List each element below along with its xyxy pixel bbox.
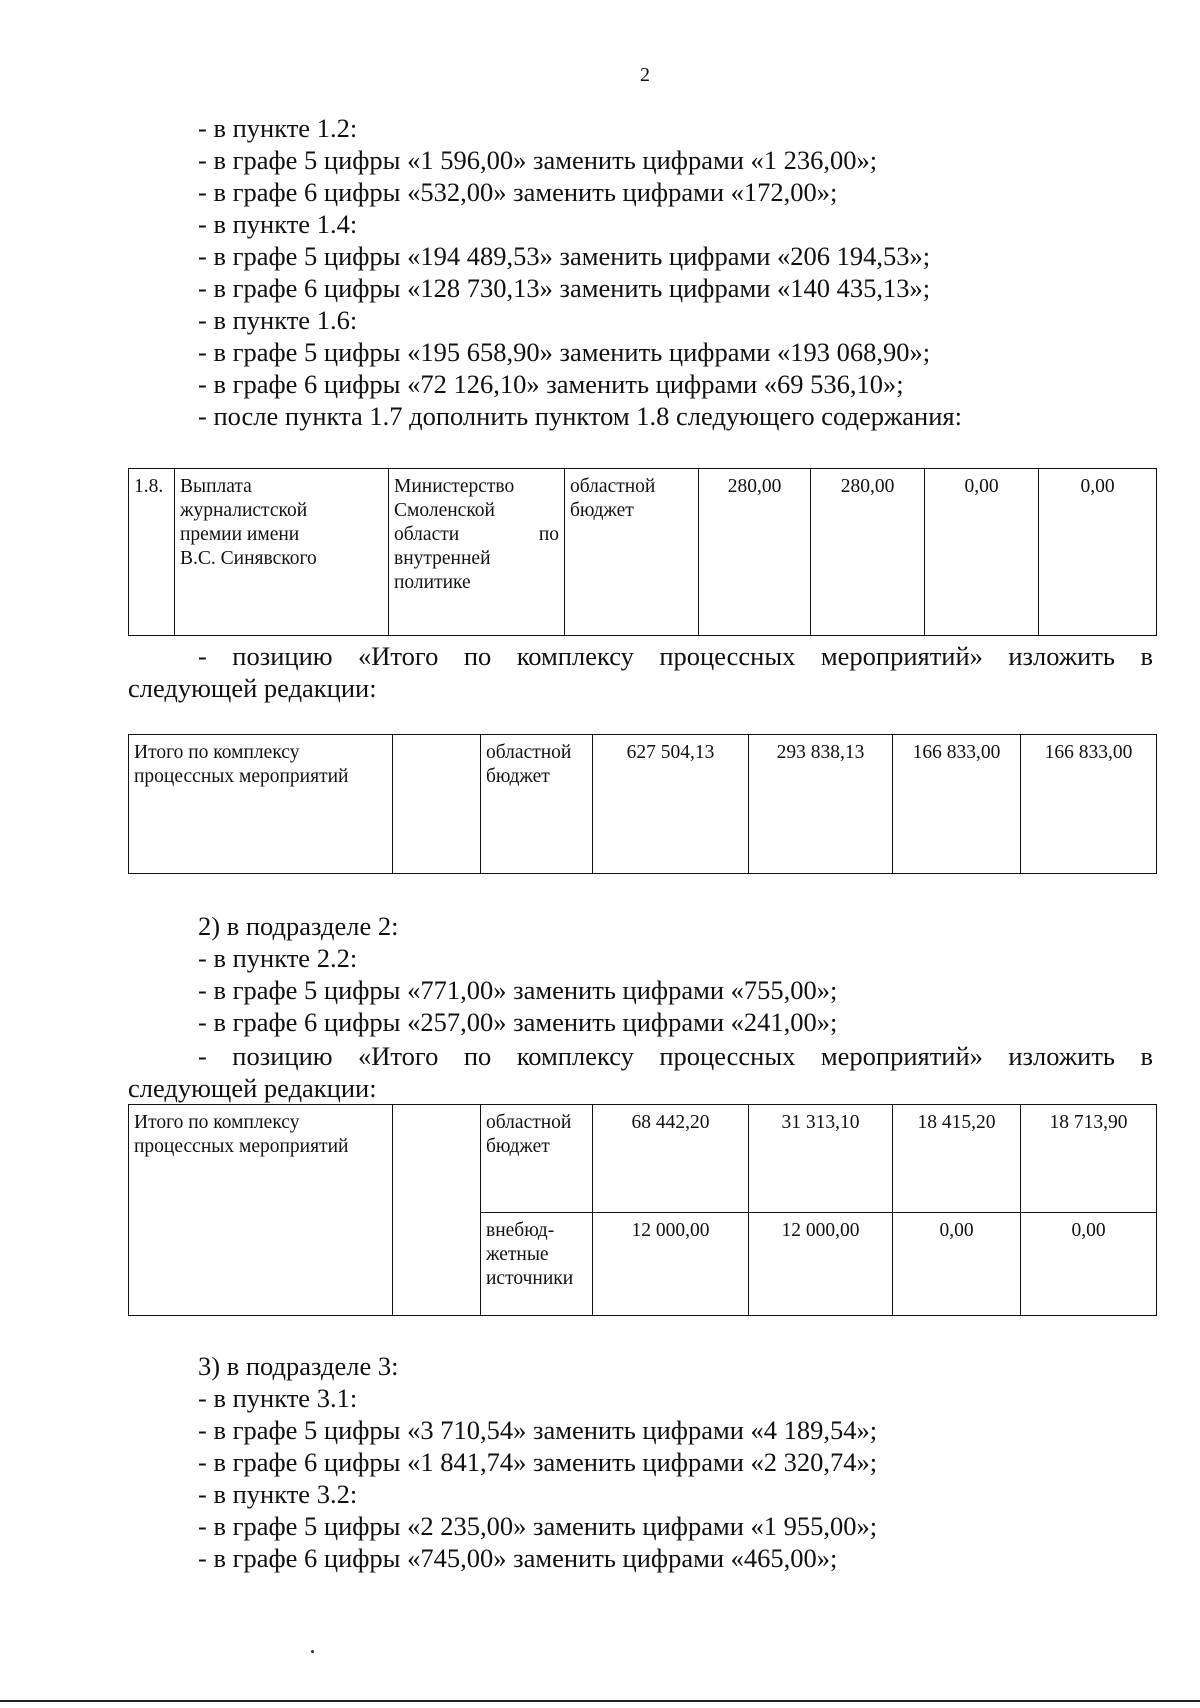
amendment-line: - в графе 5 цифры «3 710,54» заменить цифрами «4 189,54»; xyxy=(198,1415,878,1445)
source-line: бюджет xyxy=(570,500,634,521)
source-cell xyxy=(481,1105,593,1213)
total-name-line: Итого по комплексу xyxy=(134,1112,300,1133)
value-cell: 18 713,90 xyxy=(1021,1105,1157,1213)
amendment-line: - в пункте 3.1: xyxy=(198,1383,358,1413)
value-cell: 280,00 xyxy=(699,469,811,636)
section2-amendments xyxy=(198,910,837,1038)
paragraph-line: - позицию «Итого по комплексу процессных мероприятий» изложить в xyxy=(198,1041,1153,1071)
amendment-line: - в графе 5 цифры «195 658,90» заменить цифрами «193 068,90»; xyxy=(198,337,931,367)
amendment-line: - в графе 6 цифры «257,00» заменить цифрами «241,00»; xyxy=(198,1007,838,1037)
page-number: 2 xyxy=(640,64,650,86)
amendment-line: - в графе 6 цифры «72 126,10» заменить цифрами «69 536,10»; xyxy=(198,369,904,399)
empty-cell xyxy=(393,735,481,874)
executor-line: политике xyxy=(394,572,471,593)
value-cell: 280,00 xyxy=(811,469,925,636)
amendment-line: - в графе 6 цифры «532,00» заменить цифрами «172,00»; xyxy=(198,177,838,207)
value-cell: 12 000,00 xyxy=(593,1213,749,1316)
paragraph-line: следующей редакции: xyxy=(128,1073,377,1103)
item-name-line: журналистской xyxy=(180,500,308,521)
table-row xyxy=(129,735,1157,874)
executor-line-row xyxy=(394,523,559,547)
value-cell: 293 838,13 xyxy=(749,735,893,874)
amendment-line: 3) в подразделе 3: xyxy=(198,1351,399,1381)
amendment-line: - в пункте 1.6: xyxy=(198,305,358,335)
table-row xyxy=(129,469,1157,636)
total-table-2 xyxy=(128,1104,1157,1316)
amendment-line: - после пункта 1.7 дополнить пунктом 1.8 следующего содержания: xyxy=(198,401,962,431)
section3-amendments xyxy=(198,1350,877,1574)
executor-line: по xyxy=(538,524,559,545)
amendment-line: - в графе 5 цифры «194 489,53» заменить цифрами «206 194,53»; xyxy=(198,241,931,271)
amendment-line: - в пункте 2.2: xyxy=(198,943,358,973)
source-cell xyxy=(481,1213,593,1316)
source-line: внебюд- xyxy=(486,1220,555,1241)
total-name-line: процессных мероприятий xyxy=(134,1136,349,1157)
section1-amendments xyxy=(198,112,962,432)
amendment-line: - в пункте 1.4: xyxy=(198,209,358,239)
total-name-cell xyxy=(129,1105,393,1316)
source-line: бюджет xyxy=(486,1136,550,1157)
total-name-line: Итого по комплексу xyxy=(134,742,300,763)
total-name-line: процессных мероприятий xyxy=(134,766,349,787)
value-cell: 18 415,20 xyxy=(893,1105,1021,1213)
amendment-line: 2) в подразделе 2: xyxy=(198,911,399,941)
amendment-line: - в пункте 3.2: xyxy=(198,1479,358,1509)
executor-line: Смоленской xyxy=(394,500,495,521)
value-cell: 166 833,00 xyxy=(1021,735,1157,874)
empty-cell xyxy=(393,1105,481,1316)
amendment-line: - в графе 6 цифры «128 730,13» заменить цифрами «140 435,13»; xyxy=(198,273,931,303)
item-number-cell xyxy=(129,469,175,636)
amendment-line: - в графе 6 цифры «745,00» заменить цифрами «465,00»; xyxy=(198,1543,838,1573)
executor-line: внутренней xyxy=(394,548,491,569)
value-cell: 0,00 xyxy=(925,469,1039,636)
item-name-line: В.С. Синявского xyxy=(180,548,317,569)
page-bottom-edge xyxy=(0,1700,1200,1702)
position-paragraph-2 xyxy=(128,1040,1153,1104)
item-name-line: премии имени xyxy=(180,524,300,545)
source-line: жетные xyxy=(486,1244,549,1265)
executor-line: Министерство xyxy=(394,476,515,497)
value-cell: 31 313,10 xyxy=(749,1105,893,1213)
executor-line: области xyxy=(394,524,460,545)
source-line: областной xyxy=(570,476,656,497)
value-cell: 0,00 xyxy=(1021,1213,1157,1316)
table-row xyxy=(129,1105,1157,1213)
item-1-8-table xyxy=(128,468,1157,636)
source-line: областной xyxy=(486,742,572,763)
paragraph-line: - позицию «Итого по комплексу процессных мероприятий» изложить в xyxy=(198,641,1153,671)
value-cell: 0,00 xyxy=(1039,469,1157,636)
value-cell: 627 504,13 xyxy=(593,735,749,874)
item-number: 1.8. xyxy=(134,476,164,497)
value-cell: 68 442,20 xyxy=(593,1105,749,1213)
source-line: источники xyxy=(486,1268,574,1289)
value-cell: 166 833,00 xyxy=(893,735,1021,874)
source-cell xyxy=(565,469,699,636)
item-name-line: Выплата xyxy=(180,476,252,497)
total-name-cell xyxy=(129,735,393,874)
amendment-line: - в графе 5 цифры «771,00» заменить цифрами «755,00»; xyxy=(198,975,838,1005)
amendment-line: - в графе 5 цифры «1 596,00» заменить цифрами «1 236,00»; xyxy=(198,145,878,175)
total-table-1 xyxy=(128,734,1157,874)
position-paragraph-1 xyxy=(128,640,1153,704)
item-name-cell xyxy=(175,469,389,636)
source-line: областной xyxy=(486,1112,572,1133)
scan-mark xyxy=(311,1650,314,1653)
value-cell: 0,00 xyxy=(893,1213,1021,1316)
value-cell: 12 000,00 xyxy=(749,1213,893,1316)
source-cell xyxy=(481,735,593,874)
paragraph-line: следующей редакции: xyxy=(128,673,377,703)
amendment-line: - в графе 5 цифры «2 235,00» заменить цифрами «1 955,00»; xyxy=(198,1511,878,1541)
amendment-line: - в пункте 1.2: xyxy=(198,113,358,143)
source-line: бюджет xyxy=(486,766,550,787)
executor-cell xyxy=(389,469,565,636)
amendment-line: - в графе 6 цифры «1 841,74» заменить цифрами «2 320,74»; xyxy=(198,1447,878,1477)
